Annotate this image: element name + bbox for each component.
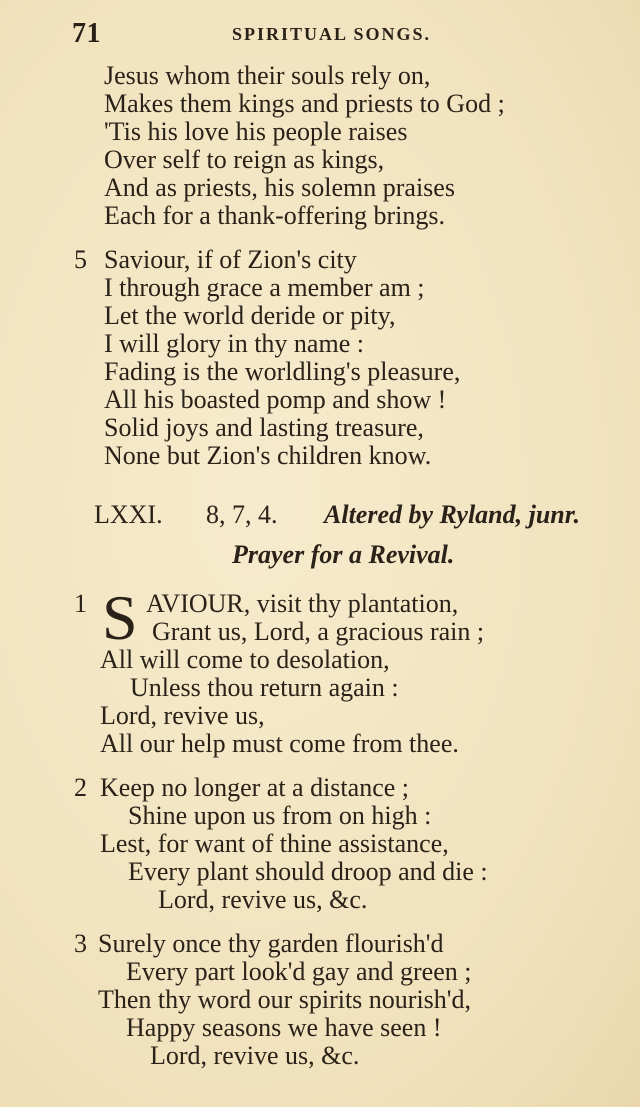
verse-line: None but Zion's children know. (104, 441, 432, 470)
verse-line: Lord, revive us, (100, 701, 265, 730)
stanza-number: 1 (74, 589, 87, 618)
verse-line: Lord, revive us, &c. (150, 1041, 360, 1070)
verse-line: Fading is the worldling's pleasure, (104, 357, 461, 386)
verse-line: I through grace a member am ; (104, 273, 425, 302)
verse-line: Saviour, if of Zion's city (104, 245, 357, 274)
hymn-attribution: Altered by Ryland, junr. (324, 500, 580, 529)
verse-line: All his boasted pomp and show ! (104, 385, 447, 414)
verse-line: Shine upon us from on high : (128, 801, 432, 830)
verse-line: Each for a thank-offering brings. (104, 201, 446, 230)
verse-line: Over self to reign as kings, (104, 145, 385, 174)
page-header (72, 18, 572, 48)
verse-line: All will come to desolation, (100, 645, 390, 674)
drop-cap: S (102, 582, 138, 653)
verse-line: 'Tis his love his people raises (104, 117, 408, 146)
verse-line: Makes them kings and priests to God ; (104, 89, 505, 118)
verse-line: Solid joys and lasting treasure, (104, 413, 424, 442)
verse-line: Every part look'd gay and green ; (126, 957, 472, 986)
hymn-number: LXXI. (94, 500, 163, 529)
hymn-title: Prayer for a Revival. (232, 540, 455, 569)
running-head: SPIRITUAL SONGS. (232, 24, 432, 44)
stanza-number: 2 (74, 773, 87, 802)
page-number: 71 (72, 18, 101, 49)
verse-line: Let the world deride or pity, (104, 301, 396, 330)
verse-line: Surely once thy garden flourish'd (98, 929, 444, 958)
verse-line: Happy seasons we have seen ! (126, 1013, 442, 1042)
verse-line: I will glory in thy name : (104, 329, 364, 358)
stanza-number: 5 (74, 245, 87, 274)
verse-line: And as priests, his solemn praises (104, 173, 455, 202)
verse-line: Then thy word our spirits nourish'd, (98, 985, 471, 1014)
verse-line: Unless thou return again : (130, 673, 399, 702)
verse-line: Lord, revive us, &c. (158, 885, 368, 914)
hymn-heading (94, 500, 634, 534)
verse-line: Jesus whom their souls rely on, (104, 61, 431, 90)
verse-line: AVIOUR, visit thy plantation, (146, 589, 459, 618)
verse-line: All our help must come from thee. (100, 729, 459, 758)
verse-line: Grant us, Lord, a gracious rain ; (152, 617, 485, 646)
hymn-meter: 8, 7, 4. (206, 500, 278, 529)
stanza-number: 3 (74, 929, 87, 958)
verse-line: Every plant should droop and die : (128, 857, 488, 886)
verse-line: Lest, for want of thine assistance, (100, 829, 449, 858)
verse-line: Keep no longer at a distance ; (100, 773, 409, 802)
